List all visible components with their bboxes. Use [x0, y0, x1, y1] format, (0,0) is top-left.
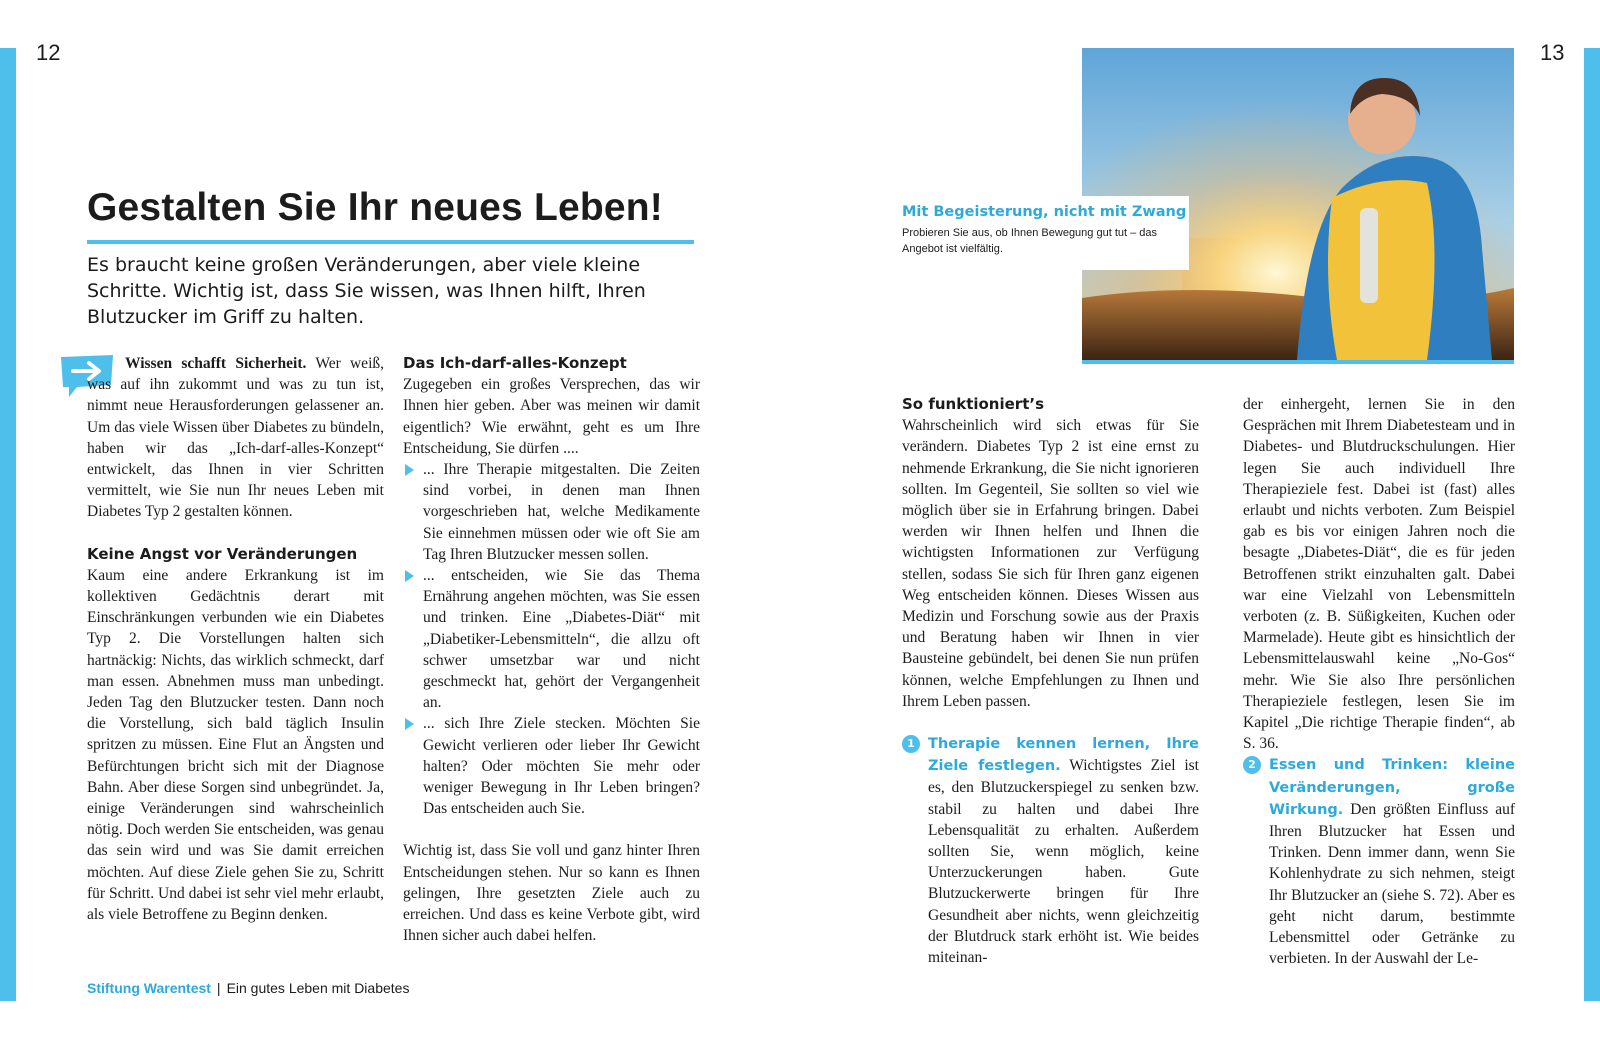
bullet-triangle-icon [405, 718, 414, 730]
section-heading-keine-angst: Keine Angst vor Veränderungen [87, 544, 358, 563]
caption-text: Probieren Sie aus, ob Ihnen Bewegung gut tut – das Angebot ist vielfältig. [902, 227, 1158, 255]
lead-paragraph: Es braucht keine großen Veränderungen, aber viele kleine Schritte. Wichtig ist, dass Sie wissen, was Ihnen hilft, Ihren Blutzucker im Griff zu halten. [87, 254, 646, 328]
footer-book-title: Ein gutes Leben mit Diabetes [226, 980, 410, 996]
bullet-text: ... Ihre Therapie mitgestalten. Die Zeiten sind vorbei, in denen man Ihnen vorgeschrieben hat, welche Medikamente Sie einnehmen müssen oder wie oft Sie am Tag Ihren Blutzucker messen sollen. [423, 461, 700, 563]
bullet-triangle-icon [405, 464, 414, 476]
intro-text: Wer weiß, was auf ihn zukommt und was zu tun ist, nimmt neue Herausforderungen gelassener an. Um das viele Wissen über Diabetes zu bündeln, haben wir das „Ich-darf-alles-Konzept“ entwickelt, das Ihnen in vier Schritten vermittelt, wie Sie nun Ihr neues Leben mit Diabetes Typ 2 gestalten können. [87, 355, 384, 521]
bullet-item [403, 459, 700, 565]
section-heading-so-funktionierts: So funktioniert’s [902, 395, 1044, 413]
bullet-triangle-icon [405, 570, 414, 582]
column-3 [902, 394, 1199, 968]
numbered-item-text: Den größten Einfluss auf Ihren Blutzucker hat Essen und Trinken. Denn immer dann, wenn Sie Kohlenhydrate zu sich nehmen, steigt Ihr Blutzucker an (siehe S. 72). Aber es geht nicht darum, bestimmte Lebensmittel oder Getränke zu verbieten. In der Auswahl der Le- [1269, 800, 1515, 968]
title-underline [87, 240, 694, 244]
section-heading-konzept: Das Ich-darf-alles-Konzept [403, 354, 627, 372]
number-badge: 2 [1243, 756, 1261, 774]
numbered-item-1 [902, 733, 1199, 968]
body-paragraph: der einhergeht, lernen Sie in den Gesprächen mit Ihrem Diabetesteam und in Diabetes- und Blutdruckschulungen. Hier legen Sie auch individuell Ihre Therapieziele fest. Dabei ist (fast) alles erlaubt und nichts verboten. Zum Beispiel gab es bis vor einigen Jahren noch die besagte „Diabetes-Diät“, die es für jeden Betroffenen strikt einzuhalten galt. Dabei war eine Vielzahl von Lebensmitteln verboten (z. B. Süßigkeiten, Kuchen oder Marmelade). Heute gibt es hinsichtlich der Lebensmittelauswahl keine „No-Gos“ mehr. Wie Sie also Ihre persönlichen Therapieziele festlegen, lesen Sie im Kapitel „Die richtige Therapie finden“, ab S. 36. [1243, 396, 1515, 753]
intro-paragraph [87, 353, 384, 523]
runin-heading: Wissen schafft Sicherheit. [125, 355, 307, 372]
bullet-item [403, 713, 700, 819]
footer-separator: | [216, 980, 221, 996]
column-1 [87, 353, 384, 925]
intro-paragraph: Zugegeben ein großes Versprechen, das wir Ihnen hier geben. Aber was meinen wir damit eigentlich? Wie erwähnt, geht es um Ihre Entscheidung, Sie dürfen .... [403, 376, 700, 457]
column-4 [1243, 394, 1515, 969]
left-page-edge-bar [0, 48, 16, 1001]
right-page-number: 13 [1540, 40, 1565, 65]
photo-caption [892, 196, 1189, 270]
bullet-text: ... entscheiden, wie Sie das Thema Ernährung angehen möchten, was Sie essen und trinken. Eine „Diabetes-Diät“ mit „Diabetiker-Lebensmitteln“, die allzu oft schwer umsetzbar war und nicht geschmeckt hat, gehört der Vergangenheit an. [423, 567, 700, 712]
numbered-item-2 [1243, 754, 1515, 969]
body-paragraph: Kaum eine andere Erkrankung ist im kollektiven Gedächtnis derart mit Einschränkungen verbunden wie ein Diabetes Typ 2. Die Vorstellungen halten sich hartnäckig: Nichts, das wirklich schmeckt, darf man essen. Abnehmen muss man unbedingt. Jeden Tag den Blutzucker testen. Dann noch die Vorstellung, sich bald täglich Insulin spritzen zu müssen. Eine Flut an Ängsten und Befürchtungen bricht sich mit der Diagnose Bahn. Aber diese Sorgen sind unbegründet. Ja, einige Veränderungen sind wahrscheinlich nötig. Doch werden Sie entscheiden, was genau das sein wird und was Sie damit erreichen möchten. Auf diese Ziele gehen Sie zu, Schritt für Schritt. Und dabei ist sehr viel mehr erlaubt, als viele Betroffene zu Beginn denken. [87, 566, 385, 924]
numbered-item-title: Therapie kennen lernen, Ihre Ziele festlegen. [928, 736, 1199, 775]
numbered-item-text: Wichtigstes Ziel ist es, den Blutzuckerspiegel zu senken bzw. stabil zu halten und dabei Ihre Lebensqualität zu erhalten. Außerdem sollten Sie, wenn möglich, keine Unterzuckerungen haben. Gute Blutzuckerwerte bringen für Ihre Gesundheit aber nichts, wenn gleichzeitig der Blutdruck stark erhöht ist. Wie beides miteinan- [928, 757, 1199, 967]
right-page-edge-bar [1584, 48, 1600, 1001]
page-footer [87, 980, 409, 996]
bullet-text: ... sich Ihre Ziele stecken. Möchten Sie Gewicht verlieren oder lieber Ihr Gewicht halten? Oder möchten Sie mehr oder weniger Bewegung in Ihr Leben bringen? Das entscheiden auch Sie. [423, 715, 700, 818]
footer-brand: Stiftung Warentest [87, 980, 211, 996]
numbered-item-title: Essen und Trinken: kleine Veränderungen, große Wirkung. [1269, 757, 1515, 818]
bullet-item [403, 565, 700, 713]
outro-paragraph: Wichtig ist, dass Sie voll und ganz hinter Ihren Entscheidungen stehen. Nur so kann es Ihnen gelingen, Ihre gesetzten Ziele auch zu erreichen. Und dass es keine Verbote gibt, wird Ihnen sicher auch dabei helfen. [403, 842, 700, 945]
number-badge: 1 [902, 735, 920, 753]
column-2 [403, 353, 700, 946]
caption-title: Mit Begeisterung, nicht mit Zwang [902, 204, 1187, 220]
left-page-number: 12 [36, 40, 61, 65]
page-title: Gestalten Sie Ihr neues Leben! [87, 186, 663, 229]
body-paragraph: Wahrscheinlich wird sich etwas für Sie verändern. Diabetes Typ 2 ist eine ernst zu nehmende Erkrankung, die Sie nicht ignorieren sollten. Im Gegenteil, Sie sollten so viel wie möglich über sie in Erfahrung bringen. Dabei werden wir Ihnen helfen und Ihnen die wichtigsten Informationen zur Verfügung stellen, sodass Sie sich für Ihren ganz eigenen Weg entscheiden können. Dieses Wissen aus Medizin und Forschung sowie aus der Praxis und Beratung haben wir Ihnen in vier Bausteine gebündelt, bei denen Sie nun prüfen können, welche Empfehlungen zu Ihnen und Ihrem Leben passen. [902, 417, 1199, 710]
